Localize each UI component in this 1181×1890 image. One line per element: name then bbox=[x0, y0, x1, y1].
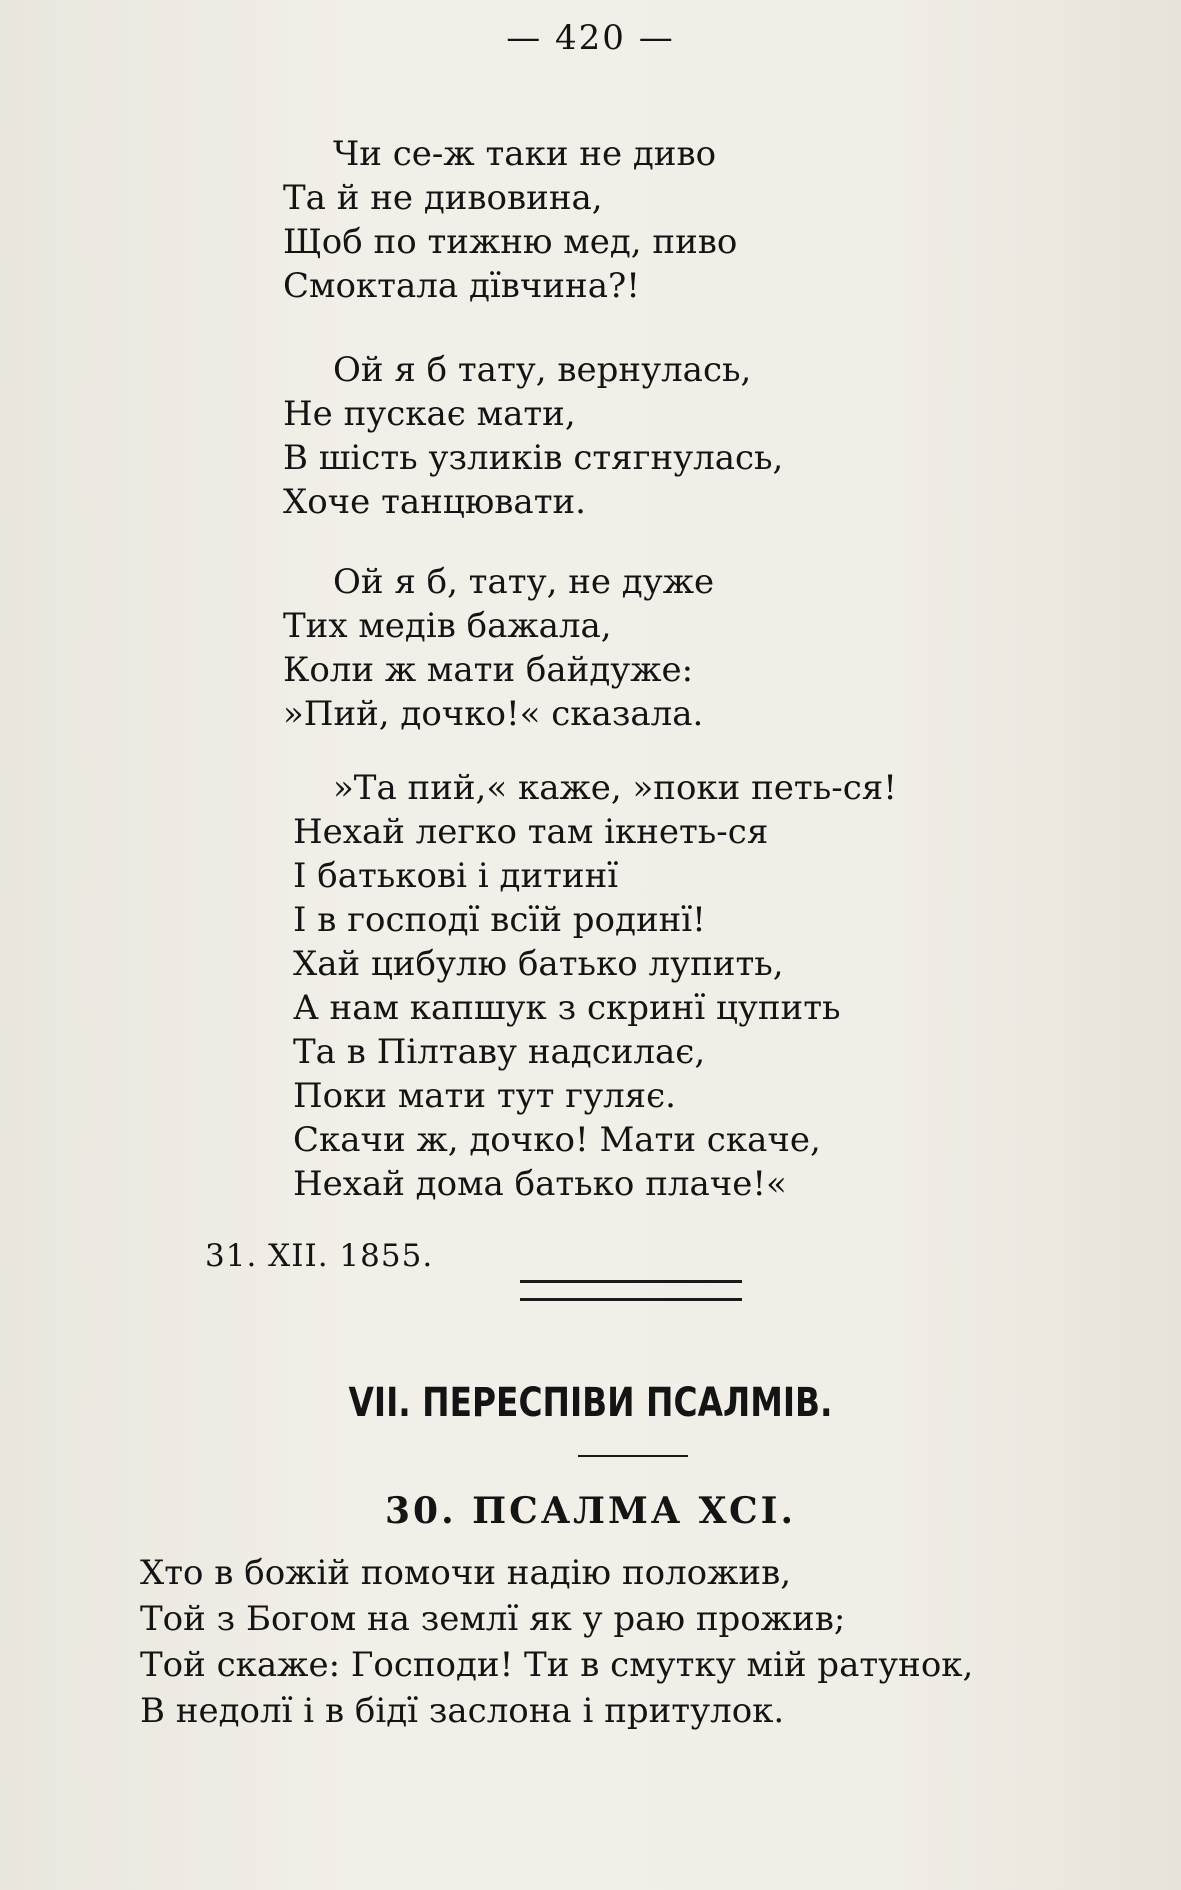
psalm-text bbox=[140, 1550, 973, 1734]
psalm-line: Той з Богом на землї як у раю прожив; bbox=[140, 1599, 846, 1639]
title-rule bbox=[578, 1455, 688, 1457]
verse-line: Поки мати тут гуляє. bbox=[293, 1076, 676, 1116]
verse-line: А нам капшук з скринї цупить bbox=[293, 988, 841, 1028]
verse-line: Смоктала дївчина?! bbox=[283, 266, 640, 306]
stanza-4 bbox=[293, 766, 897, 1206]
verse-line: Тих медів бажала, bbox=[283, 606, 612, 646]
verse-line: І батькові і дитинї bbox=[293, 856, 619, 896]
verse-line: Ой я б тату, вернулась, bbox=[333, 350, 752, 390]
page-number: — 420 — bbox=[506, 18, 675, 58]
stanza-1 bbox=[283, 132, 737, 308]
verse-line: Коли ж мати байдуже: bbox=[283, 650, 694, 690]
psalm-line: В недолї і в бідї заслона і притулок. bbox=[140, 1691, 785, 1731]
verse-line: Та в Пілтаву надсилає, bbox=[293, 1032, 706, 1072]
section-title: VII. ПЕРЕСПІВИ ПСАЛМІВ. bbox=[348, 1380, 833, 1426]
verse-line: »Та пий,« каже, »поки петь-ся! bbox=[333, 768, 897, 808]
verse-line: Та й не дивовина, bbox=[283, 178, 603, 218]
verse-line: Нехай дома батько плаче!« bbox=[293, 1164, 787, 1204]
verse-line: Не пускає мати, bbox=[283, 394, 576, 434]
stanza-3 bbox=[283, 560, 714, 736]
verse-line: Скачи ж, дочко! Мати скаче, bbox=[293, 1120, 821, 1160]
psalm-title: 30. ПСАЛМА XCI. bbox=[385, 1490, 796, 1532]
verse-line: Хай цибулю батько лупить, bbox=[293, 944, 784, 984]
verse-line: І в господї всїй родинї! bbox=[293, 900, 706, 940]
verse-line: Хоче танцювати. bbox=[283, 482, 586, 522]
divider-rule bbox=[520, 1280, 742, 1283]
poem-date: 31. XII. 1855. bbox=[205, 1238, 434, 1274]
verse-line: Щоб по тижню мед, пиво bbox=[283, 222, 738, 262]
psalm-line: Хто в божій помочи надію положив, bbox=[140, 1553, 792, 1593]
verse-line: Чи се-ж таки не диво bbox=[333, 134, 717, 174]
verse-line: »Пий, дочко!« сказала. bbox=[283, 694, 704, 734]
verse-line: В шість узликів стягнулась, bbox=[283, 438, 784, 478]
stanza-2 bbox=[283, 348, 783, 524]
divider-rule bbox=[520, 1298, 742, 1301]
verse-line: Ой я б, тату, не дуже bbox=[333, 562, 715, 602]
psalm-line: Той скаже: Господи! Ти в смутку мій ратунок, bbox=[140, 1645, 974, 1685]
verse-line: Нехай легко там ікнеть-ся bbox=[293, 812, 769, 852]
